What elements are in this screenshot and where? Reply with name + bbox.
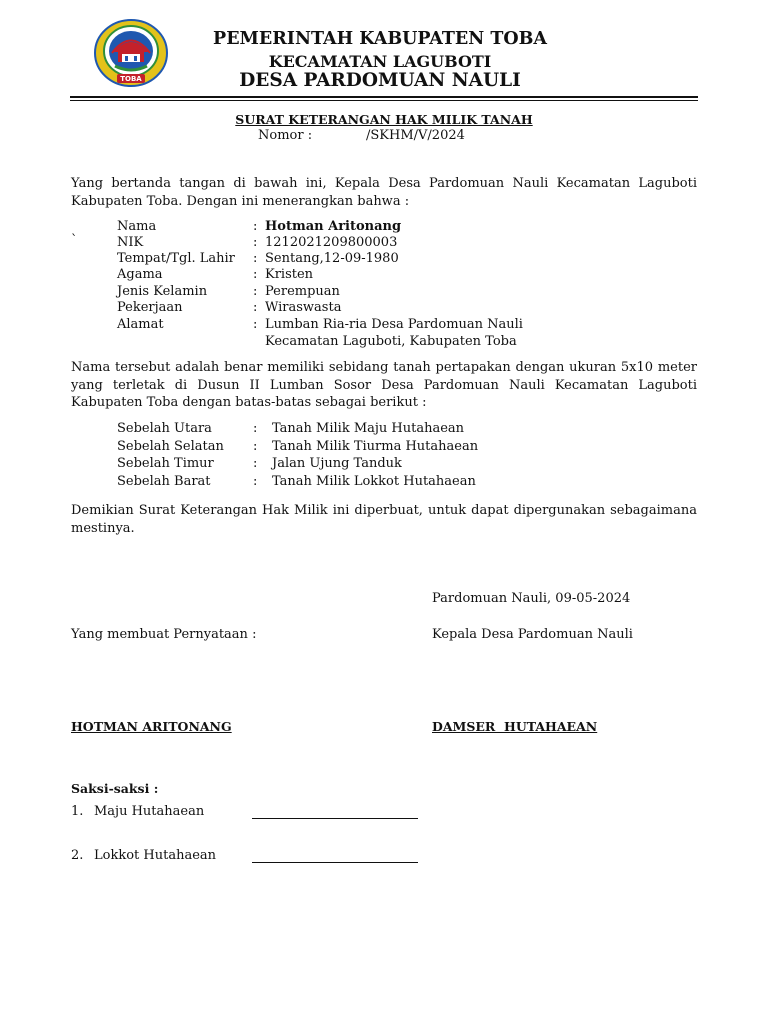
boundary-separator: :	[253, 421, 258, 436]
boundary-value: Tanah Milik Maju Hutahaean	[272, 421, 465, 436]
statement-paragraph: Nama tersebut adalah benar memiliki sebidang tanah pertapakan dengan ukuran 5x10 meter yang terletak di Dusun II Lumban Sosor Desa Pardomuan Nauli Kecamatan Laguboti Kabupaten Toba dengan batas-batas sebagai berikut :	[71, 360, 697, 410]
identity-separator: :	[253, 235, 258, 250]
boundary-label: Sebelah Barat	[117, 474, 211, 489]
number-value: /SKHM/V/2024	[366, 128, 465, 143]
header-rule-thin	[70, 100, 698, 101]
header-rule-thick	[70, 96, 698, 98]
boundary-separator: :	[253, 474, 258, 489]
identity-value: 1212021209800003	[265, 235, 398, 250]
identity-label: Alamat	[117, 317, 164, 332]
identity-name-value: Hotman Aritonang	[265, 219, 402, 234]
identity-separator: :	[253, 267, 258, 282]
logo-text: TOBA	[120, 75, 142, 83]
identity-label: Agama	[117, 267, 163, 282]
witness-signature-line	[252, 862, 418, 863]
witness-signature-line	[252, 818, 418, 819]
village-head-role: Kepala Desa Pardomuan Nauli	[432, 627, 633, 642]
number-label: Nomor :	[258, 128, 313, 143]
identity-address-value: Lumban Ria-ria Desa Pardomuan Nauli	[265, 317, 523, 332]
identity-label: NIK	[117, 235, 144, 250]
boundary-label: Sebelah Selatan	[117, 439, 224, 454]
place-date: Pardomuan Nauli, 09-05-2024	[432, 591, 631, 606]
witness-name: Lokkot Hutahaean	[94, 848, 217, 863]
witness-number: 2.	[71, 848, 84, 863]
witness-name: Maju Hutahaean	[94, 804, 205, 819]
identity-value: Kristen	[265, 267, 314, 282]
identity-label: Nama	[117, 219, 157, 234]
boundary-label: Sebelah Utara	[117, 421, 212, 436]
boundary-value: Tanah Milik Lokkot Hutahaean	[272, 474, 476, 489]
identity-separator: :	[253, 251, 258, 266]
witnesses-heading: Saksi-saksi :	[71, 781, 159, 796]
toba-regency-logo	[92, 18, 170, 88]
document-title: SURAT KETERANGAN HAK MILIK TANAH	[235, 112, 533, 127]
identity-value: Perempuan	[265, 284, 340, 299]
declarant-name: HOTMAN ARITONANG	[71, 719, 232, 734]
identity-separator: :	[253, 300, 258, 315]
identity-label: Jenis Kelamin	[117, 284, 208, 299]
closing-paragraph: Demikian Surat Keterangan Hak Milik ini diperbuat, untuk dapat dipergunakan sebagaimana mestinya.	[71, 503, 697, 536]
identity-address-line2: Kecamatan Laguboti, Kabupaten Toba	[265, 334, 517, 349]
boundary-separator: :	[253, 456, 258, 471]
identity-value: Wiraswasta	[265, 300, 342, 315]
boundary-label: Sebelah Timur	[117, 456, 214, 471]
header-government: PEMERINTAH KABUPATEN TOBA	[213, 29, 547, 49]
identity-label: Pekerjaan	[117, 300, 183, 315]
header-district: KECAMATAN LAGUBOTI	[268, 52, 492, 71]
stray-mark: `	[71, 233, 78, 248]
boundary-value: Tanah Milik Tiurma Hutahaean	[272, 439, 479, 454]
identity-separator: :	[253, 219, 258, 234]
village-head-name: DAMSER HUTAHAEAN	[432, 719, 598, 734]
header-village: DESA PARDOMUAN NAULI	[239, 70, 521, 91]
identity-separator: :	[253, 284, 258, 299]
intro-paragraph: Yang bertanda tangan di bawah ini, Kepala Desa Pardomuan Nauli Kecamatan Laguboti Kabupaten Toba. Dengan ini menerangkan bahwa :	[71, 176, 697, 209]
boundary-separator: :	[253, 439, 258, 454]
witness-number: 1.	[71, 804, 84, 819]
boundary-value: Jalan Ujung Tanduk	[272, 456, 402, 471]
identity-separator: :	[253, 317, 258, 332]
identity-label: Tempat/Tgl. Lahir	[117, 251, 235, 266]
declarant-role: Yang membuat Pernyataan :	[71, 627, 257, 642]
identity-value: Sentang,12-09-1980	[265, 251, 399, 266]
